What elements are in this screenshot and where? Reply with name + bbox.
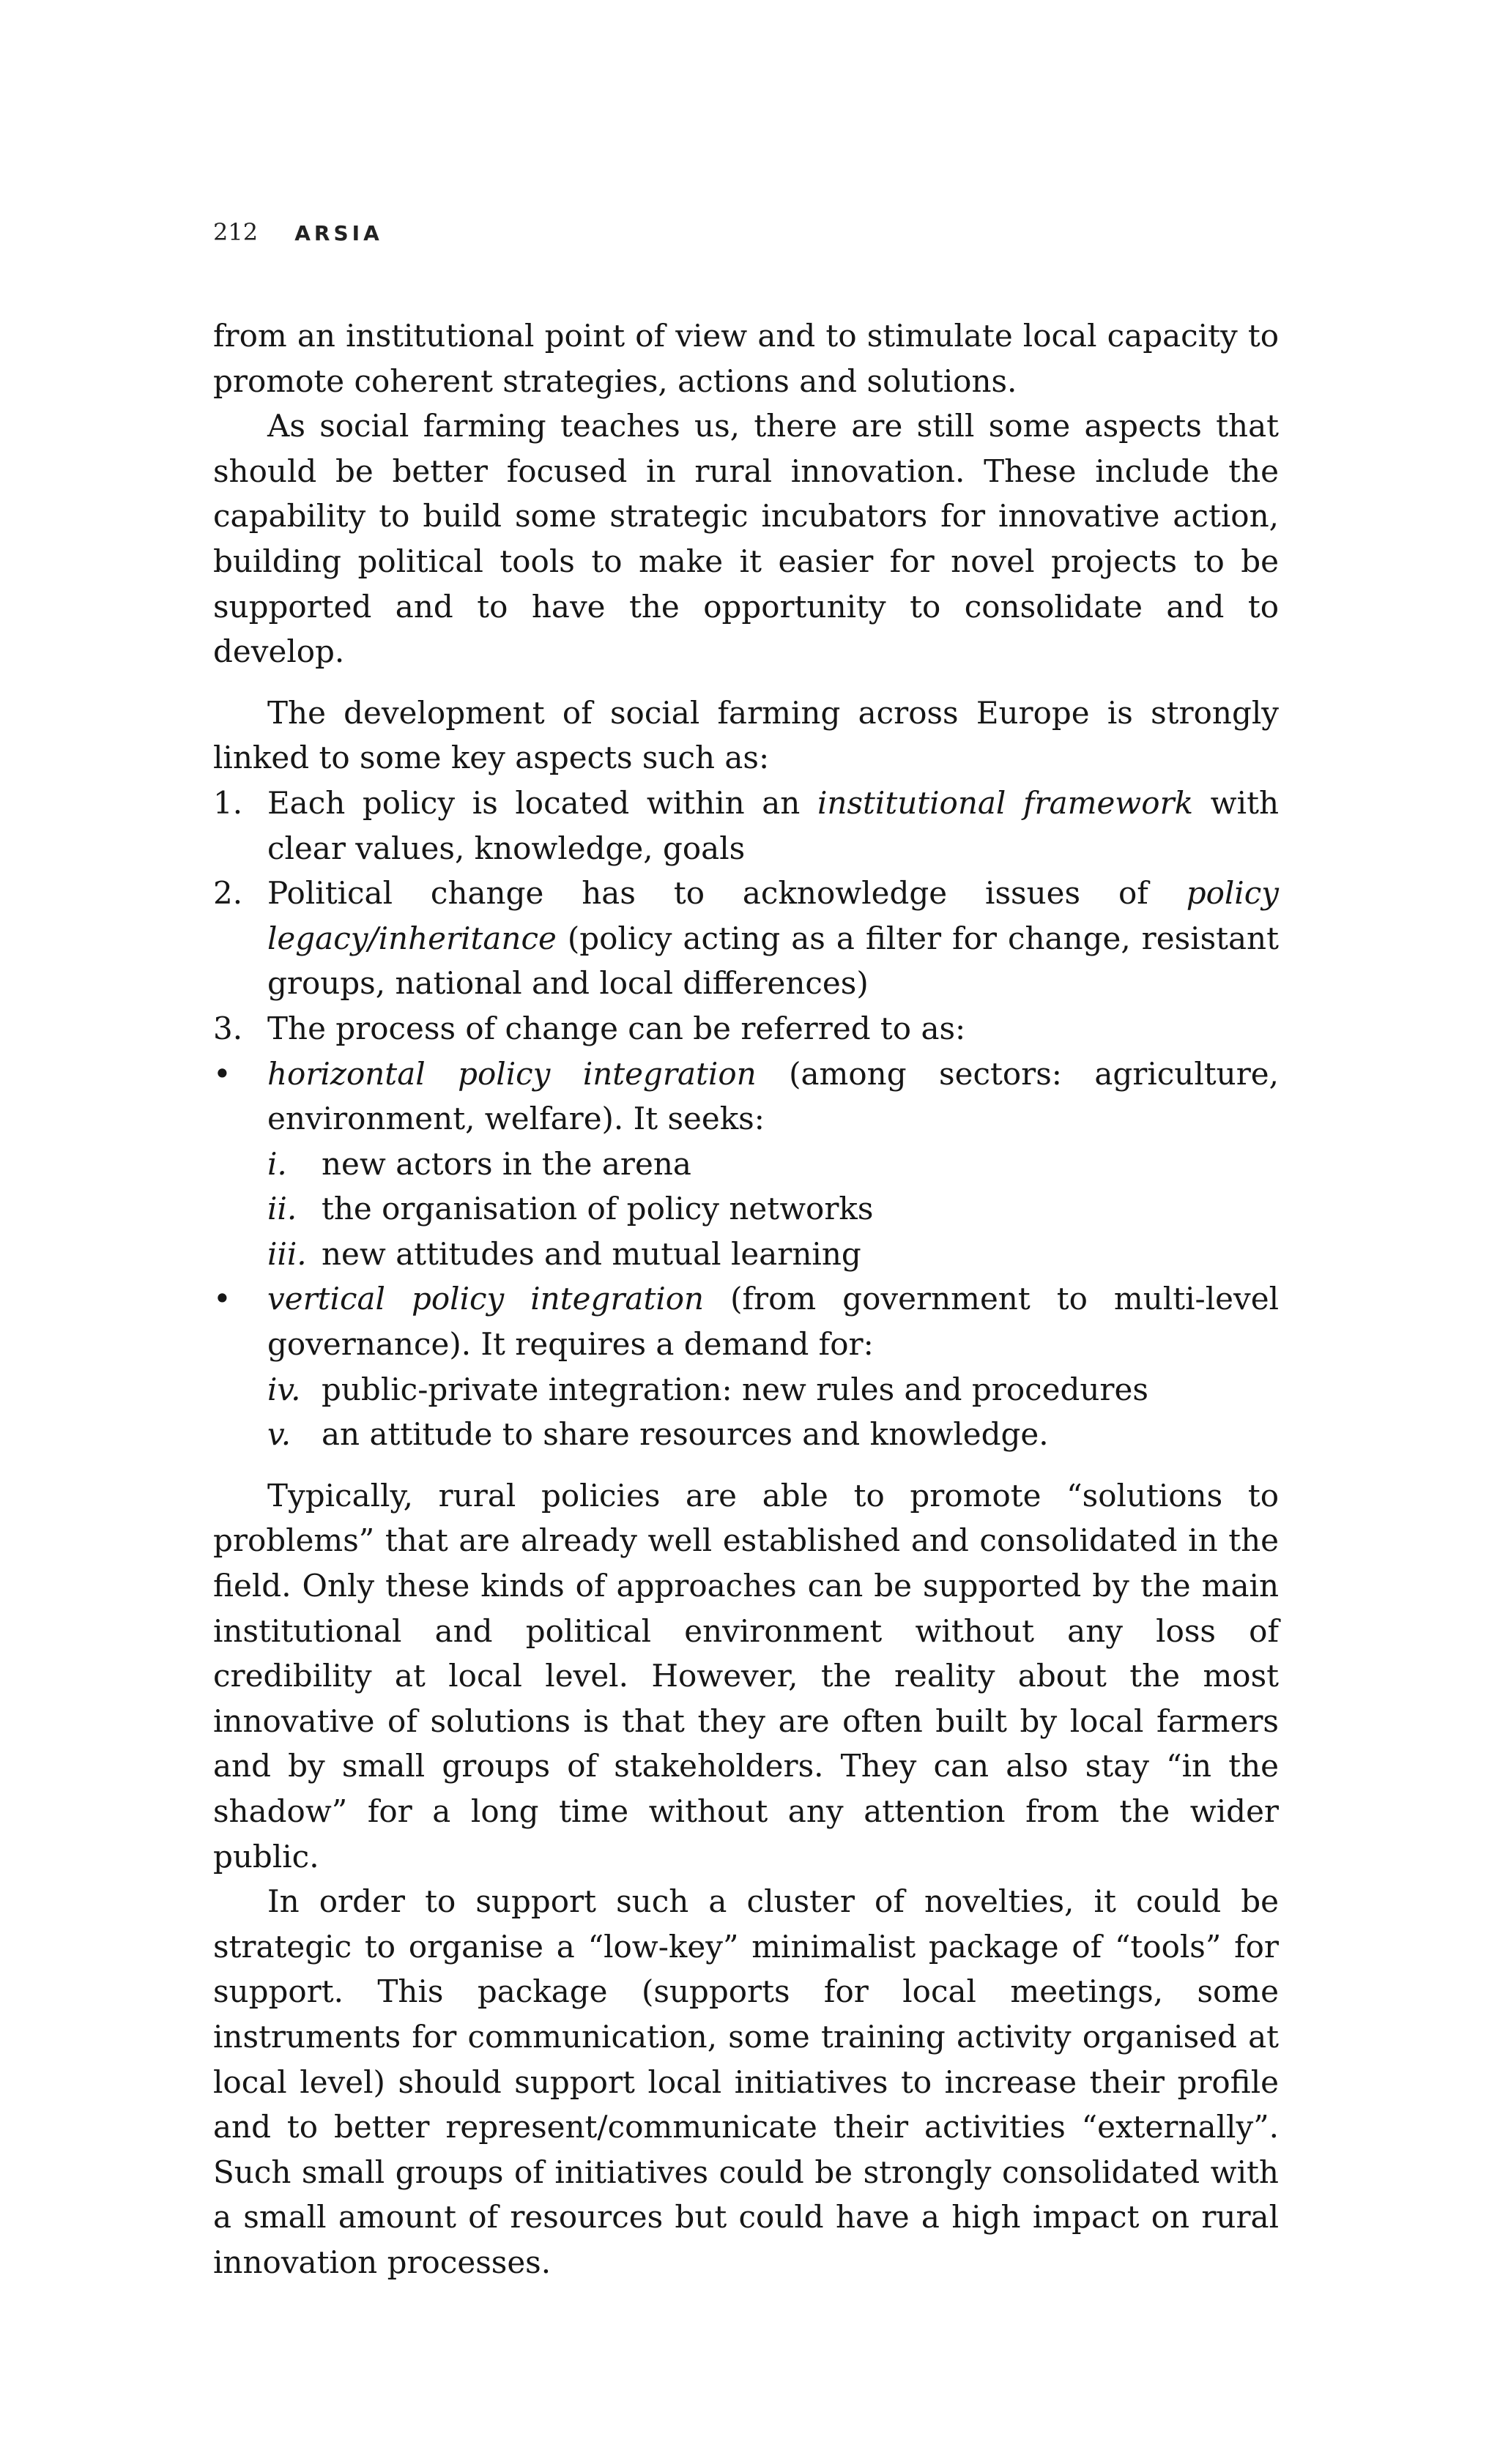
bullet-text: horizontal policy integration (among sectors: agriculture, environment, welfare). It seeks: bbox=[267, 1055, 1279, 1137]
paragraph-4: Typically, rural policies are able to promote “solutions to problems” that are already well established and consolidated in the field. Only these kinds of approaches can be supported by the main institutional and political environment without any loss of credibility at local level. However, the reality about the most innovative of solutions is that they are often built by local farmers and by small groups of stakeholders. They can also stay “in the shadow” for a long time without any attention from the wider public. bbox=[213, 1477, 1279, 1875]
page-body bbox=[213, 313, 1279, 2285]
bullet-icon: • bbox=[213, 1281, 231, 1317]
paragraph-3: The development of social farming across Europe is strongly linked to some key aspects such as: bbox=[213, 694, 1279, 776]
list-text: Political change has to acknowledge issues of policy legacy/inheritance (policy acting as a filter for change, resistant groups, national and local differences) bbox=[267, 875, 1279, 1002]
sub-item-i: i. new actors in the arena bbox=[267, 1145, 691, 1182]
list-number: 1. bbox=[213, 784, 243, 821]
list-item-2 bbox=[213, 871, 1279, 1006]
sub-item-ii: ii. the organisation of policy networks bbox=[267, 1191, 874, 1227]
list-number: 2. bbox=[213, 875, 243, 912]
list-number: 3. bbox=[213, 1010, 243, 1046]
sub-item-iv: iv. public-private integration: new rules and procedures bbox=[267, 1371, 1148, 1407]
list-text: Each policy is located within an institutional framework with clear values, knowledge, goals bbox=[267, 784, 1279, 866]
bullet-item-2 bbox=[213, 1276, 1279, 1366]
paragraph-5: In order to support such a cluster of novelties, it could be strategic to organise a “low-key” minimalist package of “tools” for support. This package (supports for local meetings, some instruments for communication, some training activity organised at local level) should support local initiatives to increase their profile and to better represent/communicate their activities “externally”. Such small groups of initiatives could be strongly consolidated with a small amount of resources but could have a high impact on rural innovation processes. bbox=[213, 1883, 1279, 2280]
page-number: 212 bbox=[213, 218, 259, 246]
running-title: ARSIA bbox=[294, 221, 383, 245]
list-item-3 bbox=[213, 1006, 1279, 1052]
paragraph-2: As social farming teaches us, there are still some aspects that should be better focused in rural innovation. These include the capability to build some strategic incubators for innovative action, building political tools to make it easier for novel projects to be supported and to have the opportunity to consolidate and to develop. bbox=[213, 408, 1279, 670]
bullet-text: vertical policy integration (from government to multi-level governance). It requires a demand for: bbox=[267, 1281, 1280, 1363]
paragraph-1: from an institutional point of view and to stimulate local capacity to promote coherent strategies, actions and solutions. bbox=[213, 318, 1279, 399]
page-header bbox=[213, 218, 383, 246]
sub-item-v: v. an attitude to share resources and knowledge. bbox=[267, 1416, 1049, 1453]
bullet-item-1 bbox=[213, 1052, 1279, 1142]
bullet-icon: • bbox=[213, 1055, 231, 1092]
list-item-1 bbox=[213, 781, 1279, 871]
list-text: The process of change can be referred to as: bbox=[267, 1010, 966, 1046]
sub-item-iii: iii. new attitudes and mutual learning bbox=[267, 1235, 861, 1272]
